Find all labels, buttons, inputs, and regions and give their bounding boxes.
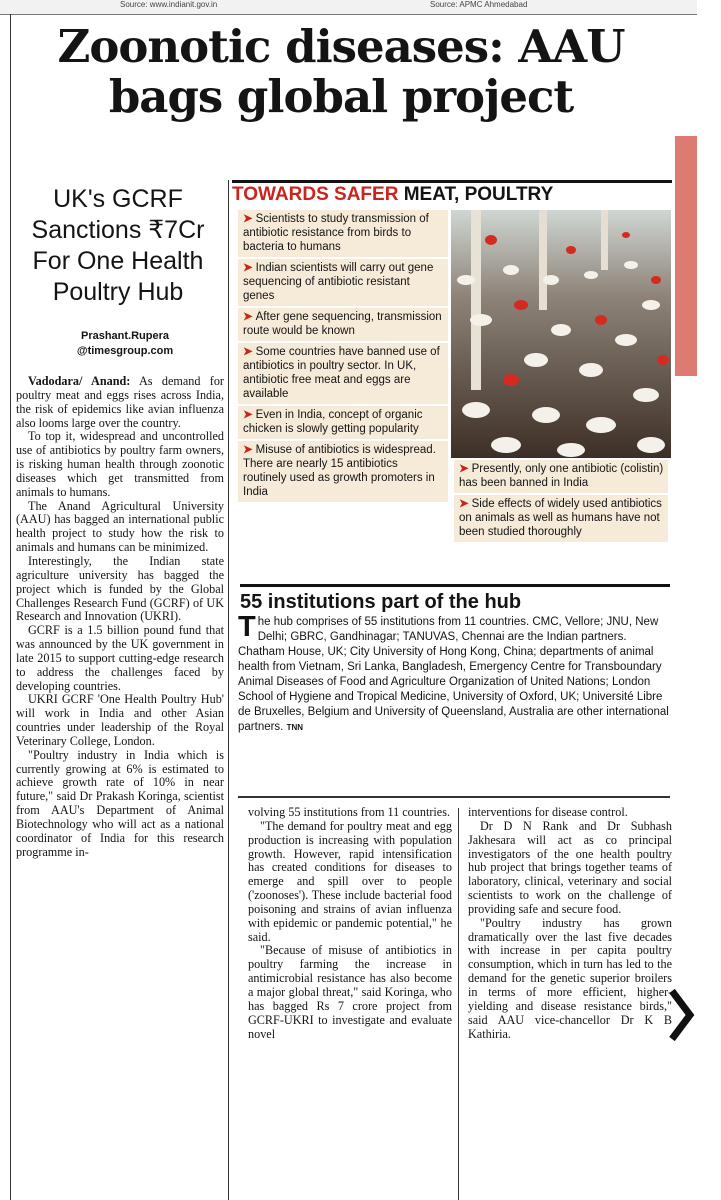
factbox-bullets-left — [238, 210, 448, 504]
bullet-text: Misuse of antibiotics is widespread. There are nearly 15 antibiotics routinely used as growth promoters in India — [243, 444, 436, 498]
paragraph-text: "Poultry industry in India which is currently growing at 6% is estimated to achieve growth rate of 10% in near future," said Dr Prakash Koringa, scientist from AAU's Department of Animal Biotechnology who will act as a national coordinator of India for this research programme in- — [16, 747, 224, 859]
article-paragraph — [16, 749, 224, 860]
article-column-3 — [468, 806, 672, 1041]
article-paragraph — [16, 555, 224, 624]
paragraph-text: To top it, widespread and uncontrolled use of antibiotics by poultry farm owners, is risking human health through zoonotic diseases which get transmitted from animals to humans. — [16, 429, 224, 499]
article-paragraph — [16, 430, 224, 499]
paragraph-text: GCRF is a 1.5 billion pound fund that was announced by the UK government in late 2015 to support cutting-edge research to address the challenges faced by developing countries. — [16, 623, 224, 693]
headline: Zoonotic diseases: AAU bags global project — [57, 20, 625, 123]
factbox-bullet — [238, 210, 448, 259]
article-paragraph — [248, 820, 452, 945]
bullet-text: Even in India, concept of organic chicken is slowly getting popularity — [243, 409, 423, 435]
bullet-text: Side effects of widely used antibiotics on animals as well as humans have not been studied thoroughly — [459, 498, 662, 538]
subheadline: UK's GCRF Sanctions ₹7Cr For One Health Poultry Hub — [31, 185, 205, 306]
side-tab-label: Updates — [695, 139, 720, 226]
paragraph-text: "Poultry industry has grown dramatically over the last five decades with increase in per capita poultry consumption, which in turn has led to the demand for the genetic superior broilers in terms of more efficient, higher-yielding and disease resistance birds," said AAU vice-chancellor Dr K B Kathiria. — [468, 915, 672, 1041]
hub-bottom-rule — [238, 796, 670, 798]
factbox-title-red: TOWARDS SAFER — [232, 184, 399, 205]
factbox-bullet — [454, 495, 668, 544]
hub-section-text — [238, 611, 670, 735]
paragraph-text: volving 55 institutions from 11 countries. — [248, 805, 450, 819]
hub-paragraph: he hub comprises of 55 institutions from 11 countries. CMC, Vellore; JNU, New Delhi; GBRC, Gandhinagar; TANUVAS, Chennai are the Indian partners. Chatham House, UK; City University of Hong Kong, China; departments of animal health from Vietnam, Sri Lanka, Bangladesh, Emergency Centre for Transboundary Animal Diseases of Food and Agriculture Organization of United Nations; London School of Hygiene and Tropical Medicine, University of Oxford, UK; Université Libre de Bruxelles, Belgium and University of Queensland, Australia are other international partners. — [238, 616, 669, 733]
bullet-text: Scientists to study transmission of antibiotic resistance from birds to bacteria to humans — [243, 213, 429, 253]
left-margin-rule — [10, 14, 11, 1200]
article-paragraph — [16, 500, 224, 555]
article-paragraph — [248, 806, 452, 820]
paragraph-text: interventions for disease control. — [468, 805, 628, 819]
arrow-bullet-icon: ➤ — [459, 463, 469, 475]
article-paragraph — [16, 693, 224, 748]
arrow-bullet-icon: ➤ — [243, 346, 253, 358]
paragraph-text: The Anand Agricultural University (AAU) has bagged an international public health project to study how the risk to animals and humans can be minimized. — [16, 498, 224, 555]
factbox-bullet — [238, 343, 448, 406]
factbox-bullet — [238, 308, 448, 343]
factbox-bullet — [238, 441, 448, 504]
arrow-bullet-icon: ➤ — [243, 213, 253, 225]
top-source-right: Source: APMC Ahmedabad — [430, 0, 528, 9]
article-paragraph — [16, 624, 224, 693]
factbox-bullet — [238, 406, 448, 441]
column-rule-1 — [228, 180, 229, 1200]
bullet-text: Indian scientists will carry out gene sequencing of antibiotic resistant genes — [243, 262, 434, 302]
article-column-1 — [16, 375, 224, 860]
arrow-bullet-icon: ➤ — [243, 262, 253, 274]
paragraph-text: UKRI GCRF 'One Health Poultry Hub' will work in India and other Asian countries under leadership of the Royal Veterinary College, London. — [16, 692, 224, 748]
paragraph-text: "Because of misuse of antibiotics in poultry farming the increase in antimicrobial resistance has also become a major global threat," said Koringa, who has bagged Rs 7 crore project from GCRF-UKRI to investigate and evaluate novel — [248, 943, 452, 1041]
factbox-bullet — [454, 460, 668, 495]
paragraph-text: "The demand for poultry meat and egg production is increasing with population growth. However, rapid intensification has created conditions for diseases to emerge and spill over to people ('zoonoses'). These include bacterial food poisoning and strains of avian influenza with epidemic or pandemic potential," he said. — [248, 818, 452, 944]
article-paragraph — [468, 806, 672, 820]
factbox-title — [232, 180, 672, 209]
column-rule-2 — [458, 808, 459, 1200]
article-paragraph — [248, 944, 452, 1041]
arrow-bullet-icon: ➤ — [243, 444, 253, 456]
chevron-right-icon[interactable] — [664, 985, 697, 1045]
drop-cap: T — [238, 611, 256, 643]
byline-author: Prashant.Rupera — [80, 330, 170, 342]
article-paragraph — [468, 917, 672, 1042]
bullet-text: Presently, only one antibiotic (colistin) has been banned in India — [459, 463, 664, 489]
hub-credit: TNN — [286, 723, 304, 732]
hub-section-title: 55 institutions part of the hub — [240, 584, 670, 615]
article-paragraph — [468, 820, 672, 917]
factbox-bullets-right — [454, 460, 668, 544]
bullet-text: After gene sequencing, transmission route would be known — [243, 311, 442, 337]
byline-email: @timesgroup.com — [76, 345, 174, 357]
side-tab-updates[interactable] — [675, 136, 720, 376]
factbox-title-black: MEAT, POULTRY — [398, 184, 554, 205]
arrow-bullet-icon: ➤ — [459, 498, 469, 510]
factbox-bullet — [238, 259, 448, 308]
byline — [50, 329, 200, 359]
bullet-text: Some countries have banned use of antibiotics in poultry sector. In UK, antibiotic free meat and eggs are available — [243, 346, 440, 400]
paragraph-text: As demand for poultry meat and eggs rises across India, the risk of epidemics like avian influenza also looms large over the country. — [16, 374, 224, 430]
article-paragraph — [16, 375, 224, 430]
arrow-bullet-icon: ➤ — [243, 409, 253, 421]
article-column-2 — [248, 806, 452, 1041]
paragraph-text: Interestingly, the Indian state agriculture university has bagged the project which is funded by the Global Challenges Research Fund (GCRF) of UK Research and Innovation (UKRI). — [16, 553, 224, 624]
dateline: Vadodara/ Anand: — [28, 374, 131, 388]
top-source-left: Source: www.indianit.gov.in — [120, 0, 218, 9]
poultry-farm-photo — [451, 210, 671, 458]
paragraph-text: Dr D N Rank and Dr Subhash Jakhesara will act as co principal investigators of the one health poultry hub project that brings together teams of laboratory, clinical, veterinary and social scientists to work on the challenge of providing safe and secure food. — [468, 818, 672, 916]
arrow-bullet-icon: ➤ — [243, 311, 253, 323]
top-strip — [0, 0, 697, 15]
